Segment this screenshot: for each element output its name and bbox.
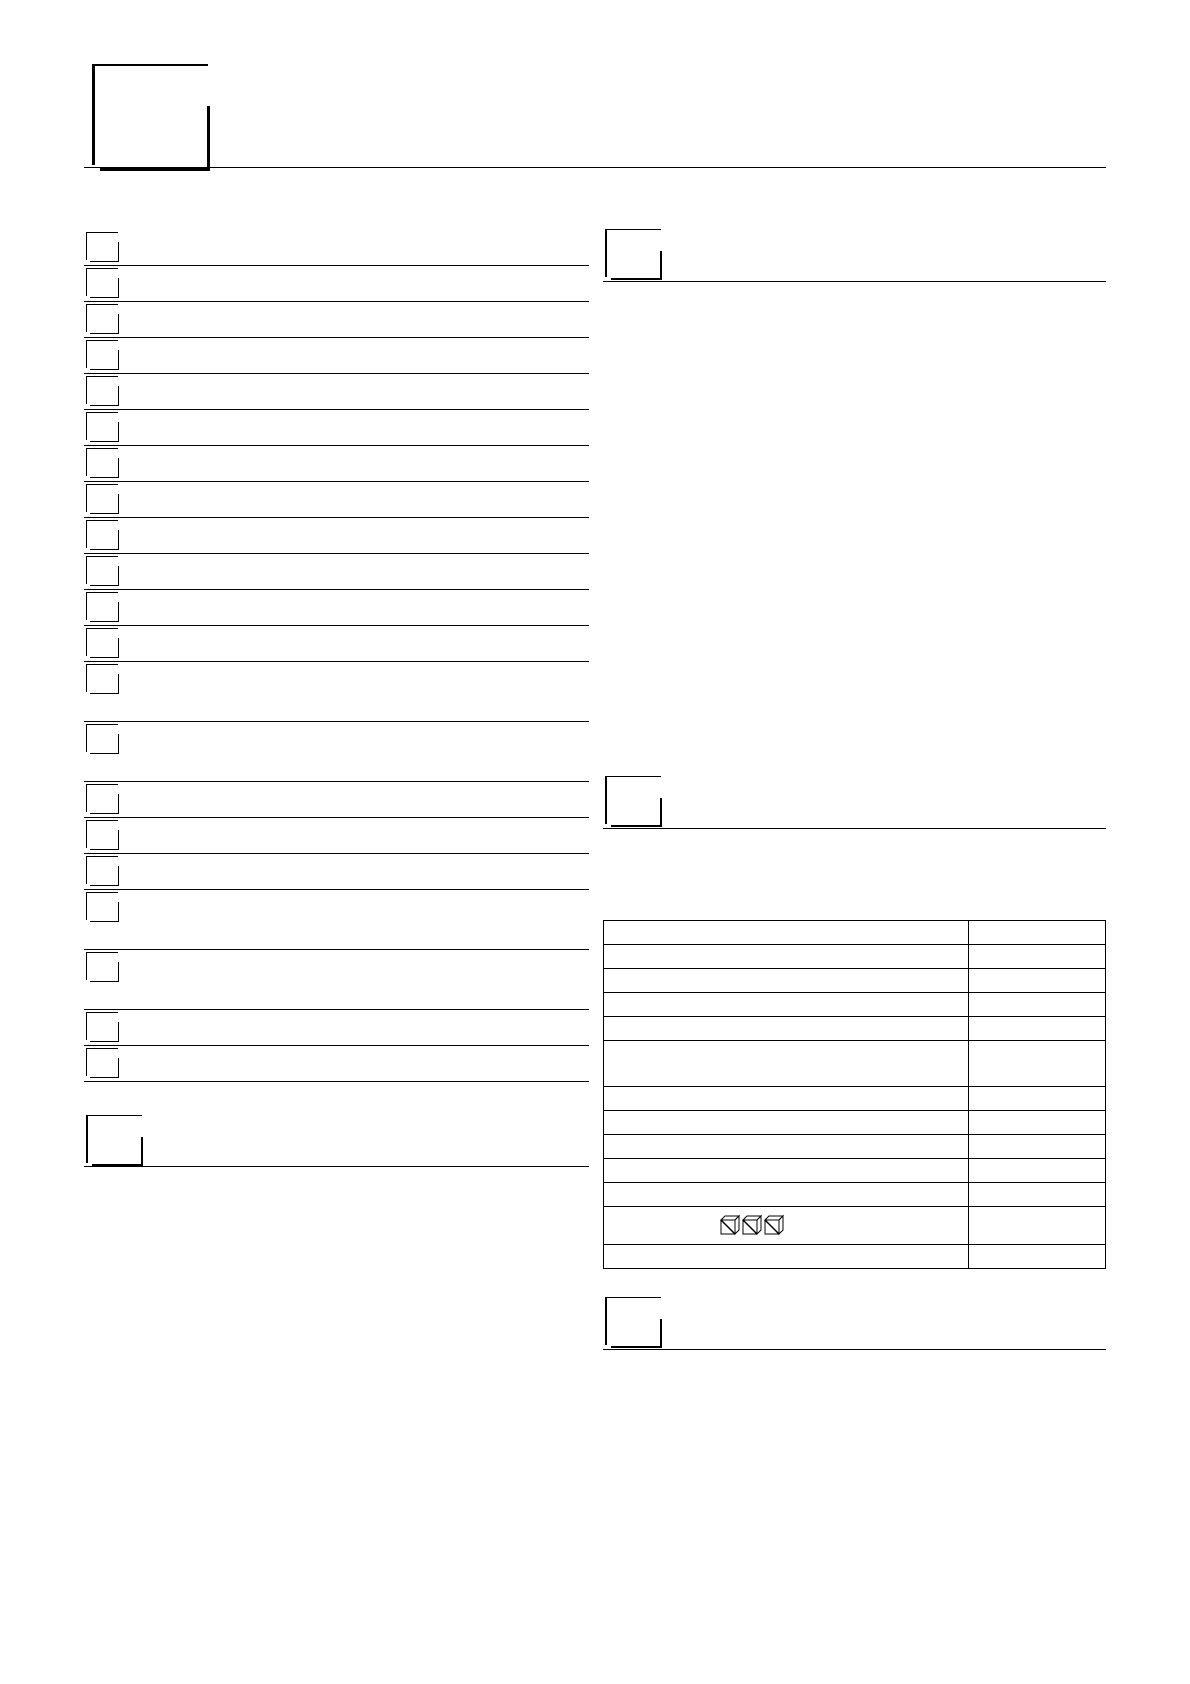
toc-number-box: [86, 304, 118, 332]
toc-row[interactable]: [84, 590, 589, 626]
toc-number-box: [86, 340, 118, 368]
table-row: [604, 1017, 1106, 1041]
toc-number-box: [86, 376, 118, 404]
toc-row[interactable]: [84, 482, 589, 518]
toc-row[interactable]: [84, 782, 589, 818]
table-cell: [604, 993, 969, 1017]
toc-number-box: [86, 556, 118, 584]
section-header-left-bottom: [84, 1115, 589, 1167]
toc-number-box: [86, 1048, 118, 1076]
table-cell: [604, 1017, 969, 1041]
table-cell: [604, 1183, 969, 1207]
table-row: [604, 1245, 1106, 1269]
table-cell: [969, 1159, 1106, 1183]
table-cell: [604, 921, 969, 945]
toc-number-box: [86, 520, 118, 548]
toc-row[interactable]: [84, 662, 589, 722]
section-number-box: [86, 1115, 142, 1163]
header-rule: [84, 167, 1106, 168]
table-row: [604, 945, 1106, 969]
toc-number-box: [86, 268, 118, 296]
table-row: [604, 993, 1106, 1017]
toc-row[interactable]: [84, 722, 589, 782]
table-cell: [969, 1183, 1106, 1207]
table-cell: [604, 1087, 969, 1111]
toc-row[interactable]: [84, 446, 589, 482]
toc-row[interactable]: [84, 518, 589, 554]
section-number-box: [605, 229, 661, 277]
toc-number-box: [86, 856, 118, 884]
table-row: [604, 1135, 1106, 1159]
table-row: [604, 969, 1106, 993]
toc-number-box: [86, 448, 118, 476]
toc-row[interactable]: [84, 410, 589, 446]
toc-number-box: [86, 892, 118, 920]
section-number-box: [605, 1297, 661, 1345]
table-row: [604, 1159, 1106, 1183]
toc-row[interactable]: [84, 626, 589, 662]
table-cell: [969, 1207, 1106, 1245]
toc-row[interactable]: [84, 1046, 589, 1082]
section-header-right-middle: [603, 776, 1106, 829]
table-cell: [604, 1245, 969, 1269]
table-cell: [604, 1159, 969, 1183]
toc-row[interactable]: [84, 338, 589, 374]
toc-number-box: [86, 820, 118, 848]
toc-row[interactable]: [84, 374, 589, 410]
section-header-right-top: [603, 229, 1106, 282]
table-cell: [969, 1135, 1106, 1159]
section-header-right-bottom: [603, 1297, 1106, 1350]
spec-table: [603, 920, 1106, 1269]
cube-icon: [743, 1216, 761, 1234]
cube-icon: [765, 1216, 783, 1234]
table-cell: [969, 1087, 1106, 1111]
table-cell: [604, 1207, 969, 1245]
toc-row[interactable]: [84, 554, 589, 590]
toc-row[interactable]: [84, 1010, 589, 1046]
table-row: [604, 1183, 1106, 1207]
table-cell: [969, 1017, 1106, 1041]
toc-row[interactable]: [84, 230, 589, 266]
toc-number-box: [86, 592, 118, 620]
toc-row[interactable]: [84, 950, 589, 1010]
toc-row[interactable]: [84, 266, 589, 302]
toc-number-box: [86, 628, 118, 656]
table-cell: [969, 1111, 1106, 1135]
table-cell: [969, 969, 1106, 993]
table-cell: [969, 945, 1106, 969]
toc-row[interactable]: [84, 302, 589, 338]
table-cell: [969, 1245, 1106, 1269]
table-cell: [969, 993, 1106, 1017]
table-cell: [604, 969, 969, 993]
toc-number-box: [86, 724, 118, 752]
chapter-number-box: [92, 64, 208, 165]
toc-row[interactable]: [84, 854, 589, 890]
section-number-box: [605, 776, 661, 824]
toc-row[interactable]: [84, 818, 589, 854]
table-cell: [969, 1041, 1106, 1087]
table-row: [604, 1111, 1106, 1135]
table-cell: [604, 1111, 969, 1135]
cube-icons: [720, 1213, 790, 1238]
table-row: [604, 1041, 1106, 1087]
toc-number-box: [86, 484, 118, 512]
table-row: [604, 1087, 1106, 1111]
table-cell: [969, 921, 1106, 945]
table-cell: [604, 945, 969, 969]
cube-icon: [721, 1216, 739, 1234]
table-row: [604, 921, 1106, 945]
table-row: [604, 1207, 1106, 1245]
toc-number-box: [86, 784, 118, 812]
toc-number-box: [86, 1012, 118, 1040]
toc-row[interactable]: [84, 890, 589, 950]
table-cell: [604, 1135, 969, 1159]
toc-number-box: [86, 412, 118, 440]
toc-number-box: [86, 664, 118, 692]
toc-number-box: [86, 232, 118, 260]
toc-number-box: [86, 952, 118, 980]
table-cell: [604, 1041, 969, 1087]
